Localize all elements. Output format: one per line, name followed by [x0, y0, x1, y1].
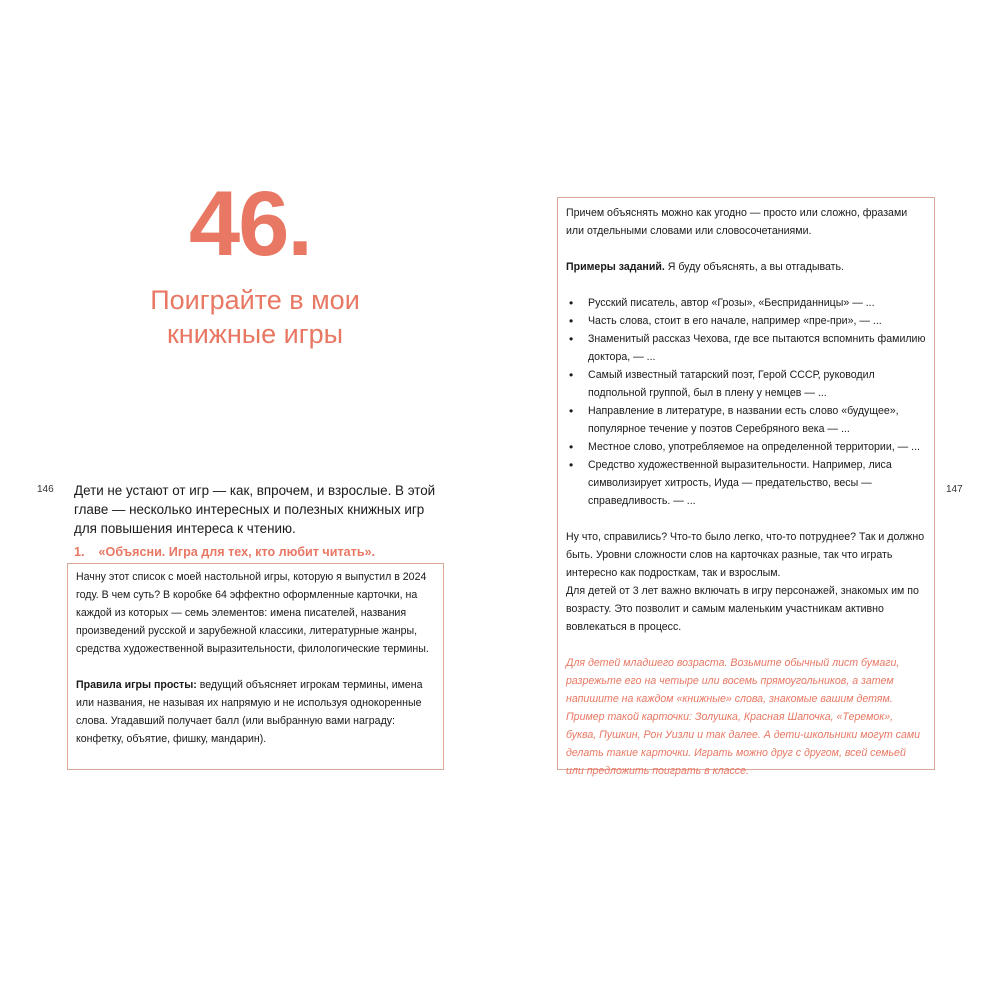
examples-text: Я буду объяснять, а вы отгадывать. — [664, 261, 844, 273]
examples-label: Примеры заданий. — [566, 261, 665, 273]
chapter-title — [90, 283, 420, 351]
chapter-title-line-1: Поиграйте в мои — [150, 285, 360, 315]
list-item: • Местное слово, употребляемое на определенной территории, — ... — [566, 438, 926, 456]
task-list — [566, 294, 926, 510]
box-paragraph: Для детей от 3 лет важно включать в игру персонажей, знакомых им по возрасту. Это позволит и самым маленьким участникам активно вовлекаться в процесс. — [566, 585, 919, 633]
chapter-number: 46. — [189, 173, 311, 275]
chapter-intro: Дети не устают от игр — как, впрочем, и взрослые. В этой главе — несколько интересных и полезных книжных игр для повышения интереса к чтению. — [74, 483, 436, 536]
page-number-left: 146 — [37, 484, 54, 495]
younger-children-paragraph: Для детей младшего возраста. Возьмите обычный лист бумаги, разрежьте его на четыре или восемь прямоугольников, а затем напишите на каждом «книжные» слова, знакомые вашим детям. Пример такой карточки: Золушка, Красная Шапочка, «Теремок», буква, Пушкин, Рон Уизли и так далее. А дети-школьники могут сами делать такие карточки. Играть можно друг с другом, всей семьей или предложить поиграть в классе. — [566, 657, 921, 777]
box-paragraph: Ну что, справились? Что-то было легко, что-то потруднее? Так и должно быть. Уровни сложности слов на карточках разные, так что играть интересно как подросткам, так и взрослым. — [566, 531, 925, 579]
list-item: • Часть слова, стоит в его начале, например «пре-при», — ... — [566, 312, 926, 330]
box-paragraph: Причем объяснять можно как угодно — просто или сложно, фразами или отдельными словами или словосочетаниями. — [566, 207, 908, 237]
section-heading — [74, 544, 446, 560]
rules-text: ведущий объясняет игрокам термины, имена или названия, не называя их напрямую и не используя однокоренные слова. Угадавший получает балл (или выбранную вами награду: конфетку, объятие, фишку, мандарин). — [76, 679, 423, 745]
page-number-right: 147 — [946, 484, 963, 495]
rules-paragraph — [76, 676, 437, 748]
list-item: • Направление в литературе, в названии есть слово «будущее», популярное течение у поэтов Серебряного века — ... — [566, 402, 926, 438]
section-title: «Объясни. Игра для тех, кто любит читать». — [98, 545, 376, 559]
chapter-title-line-2: книжные игры — [166, 319, 344, 349]
list-item: • Русский писатель, автор «Грозы», «Бесприданницы» — ... — [566, 294, 926, 312]
rules-label: Правила игры просты: — [76, 679, 197, 691]
game-description-box — [67, 563, 444, 770]
right-page — [500, 0, 1000, 1000]
list-item: • Средство художественной выразительности. Например, лиса символизирует хитрость, Иуда — предательство, весы — справедливость. — ... — [566, 456, 926, 510]
examples-box — [557, 197, 935, 777]
box-paragraph: Начну этот список с моей настольной игры, которую я выпустил в 2024 году. В чем суть? В коробке 64 эффектно оформленные карточки, на каждой из которых — семь элементов: имена писателей, названия произведений русской и зарубежной классики, литературные жанры, средства художественной выразительности, филологические термины. — [76, 571, 429, 655]
examples-paragraph — [566, 258, 926, 276]
list-item: • Знаменитый рассказ Чехова, где все пытаются вспомнить фамилию доктора, — ... — [566, 330, 926, 366]
list-item: • Самый известный татарский поэт, Герой СССР, руководил подпольной группой, был в плену у немцев — ... — [566, 366, 926, 402]
section-number: 1. — [74, 545, 85, 559]
